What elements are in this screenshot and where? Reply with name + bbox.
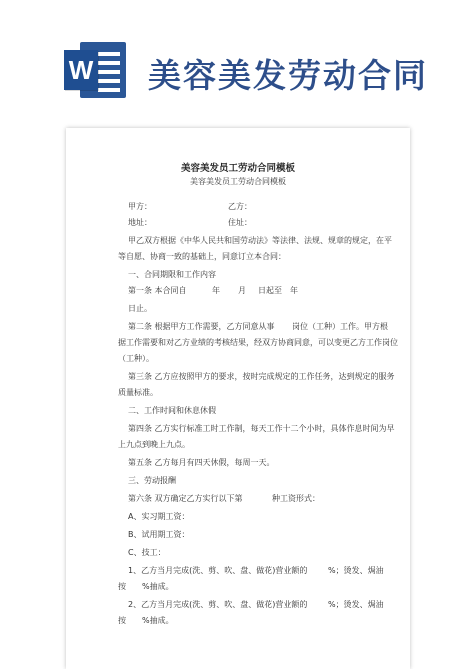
paragraph-intro-line1: 甲乙双方根据《中华人民共和国劳动法》等法律、法规、规章的规定，在平 (128, 236, 392, 245)
section-heading-1: 一、合同期限和工作内容 (128, 270, 216, 279)
commission-1-line2a: 按 (118, 582, 126, 591)
article-2-line3: （工种）。 (118, 354, 154, 363)
commission-1-line1b: %；烫发、焗油 (328, 566, 384, 575)
article-1-from: 日起至 (258, 286, 282, 295)
commission-2-line1b: %；烫发、焗油 (328, 600, 384, 609)
article-5: 第五条 乙方每月有四天休假，每周一天。 (128, 458, 275, 467)
commission-2-line2a: 按 (118, 616, 126, 625)
pay-type-c: C、技工： (128, 548, 166, 557)
address-label: 地址： (128, 218, 152, 227)
article-4-line1: 第四条 乙方实行标准工时工作制，每天工作十二个小时，具体作息时间为早 (128, 424, 395, 433)
document-title: 美容美发员工劳动合同模板 (180, 163, 295, 174)
article-2-line1b: 岗位（工种）工作。甲方根 (292, 322, 388, 331)
commission-2-line1: 2、乙方当月完成(洗、剪、吹、盘、做花)营业额的 (128, 600, 308, 609)
article-1-year: 年 (212, 286, 220, 295)
page-title: 美容美发劳动合同 (148, 56, 428, 95)
pay-type-a: A、实习期工资： (128, 512, 190, 521)
word-document-icon (64, 42, 126, 98)
section-heading-2: 二、工作时间和休息休假 (128, 406, 216, 415)
commission-2-line2b: %抽成。 (142, 616, 174, 625)
party-a-label: 甲方： (128, 202, 152, 211)
article-3-line2: 质量标准。 (118, 388, 158, 397)
article-2-line1a: 第二条 根据甲方工作需要，乙方同意从事 (128, 322, 275, 331)
party-b-label: 乙方： (228, 202, 252, 211)
document-subtitle: 美容美发员工劳动合同模板 (190, 177, 286, 186)
document-page (66, 128, 410, 669)
paragraph-intro-line2: 等自愿、协商一致的基础上，同意订立本合同： (118, 252, 286, 261)
commission-1-line2b: %抽成。 (142, 582, 174, 591)
article-4-line2: 上九点到晚上九点。 (118, 440, 190, 449)
article-1-end: 日止。 (128, 304, 152, 313)
article-1-year2: 年 (290, 286, 298, 295)
article-6a: 第六条 双方确定乙方实行以下第 (128, 494, 243, 503)
article-6b: 种工资形式： (272, 494, 320, 503)
header-banner (0, 0, 474, 118)
article-1-start: 第一条 本合同自 (128, 286, 187, 295)
commission-1-line1: 1、乙方当月完成(洗、剪、吹、盘、做花)营业额的 (128, 566, 308, 575)
article-3-line1: 第三条 乙方应按照甲方的要求，按时完成规定的工作任务，达到规定的服务 (128, 372, 395, 381)
section-heading-3: 三、劳动报酬 (128, 476, 176, 485)
word-icon-letter: W (64, 50, 98, 90)
article-2-line2: 据工作需要和对乙方业绩的考核结果，经双方协商同意，可以变更乙方工作岗位 (118, 338, 398, 347)
pay-type-b: B、试用期工资： (128, 530, 190, 539)
article-1-month: 月 (238, 286, 246, 295)
residence-label: 住址： (228, 218, 252, 227)
